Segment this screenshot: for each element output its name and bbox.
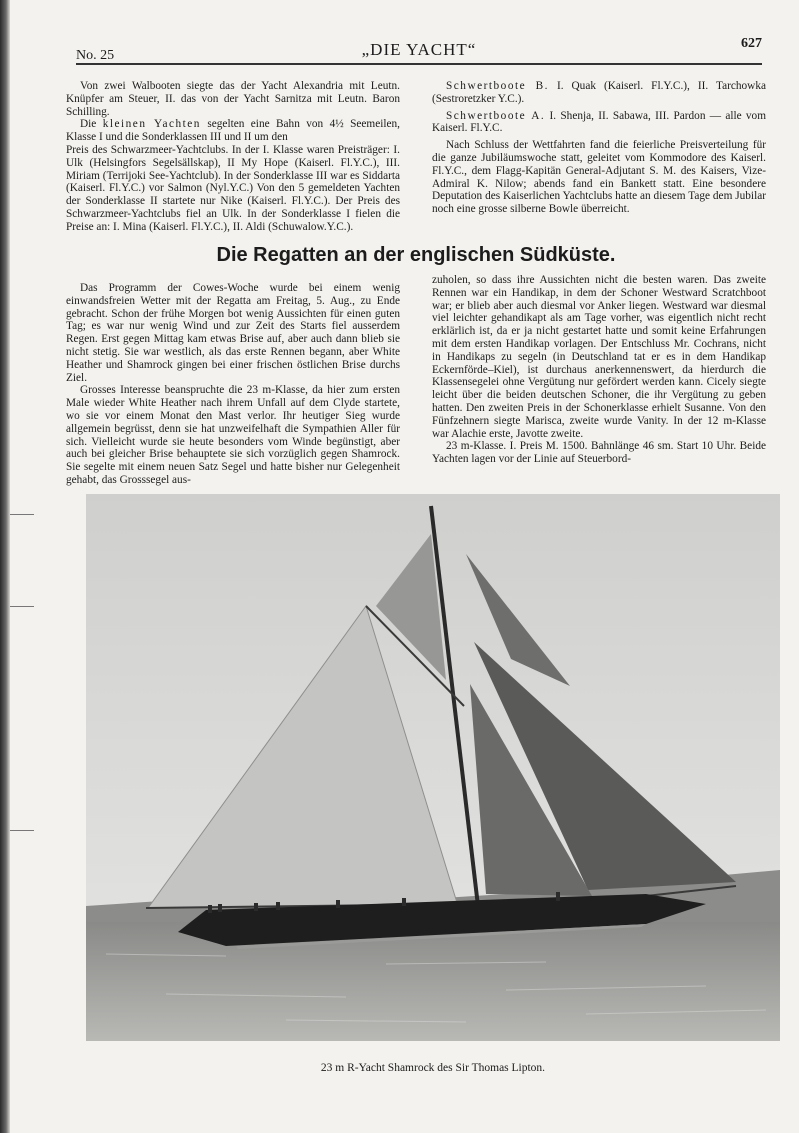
margin-mark <box>10 514 34 515</box>
paragraph: Von zwei Walbooten siegte das der Yacht Alexandria mit Leutn. Knüpfer am Steuer, II. das von der Yacht Sarnitza mit Leutn. Baron Schilling. <box>66 80 400 118</box>
header-rule <box>76 63 762 65</box>
top-right-column <box>432 80 766 216</box>
paragraph: Schwertboote A. I. Shenja, II. Sabawa, III. Pardon — alle vom Kaiserl. Fl.Y.C. <box>432 109 766 135</box>
magazine-title: „DIE YACHT“ <box>361 40 477 59</box>
photo-caption: 23 m R-Yacht Shamrock des Sir Thomas Lipton. <box>320 1062 546 1074</box>
article-title: Die Regatten an der englischen Südküste. <box>216 244 616 266</box>
yacht-photo <box>86 494 780 1041</box>
article-left-column <box>66 282 400 487</box>
paragraph: Die kleinen Yachten segelten eine Bahn von 4½ Seemeilen, Klasse I und die Sonderklassen III und II um den <box>66 118 400 144</box>
margin-mark <box>10 830 34 831</box>
book-spine-shadow <box>0 0 10 1133</box>
page-number: 627 <box>741 36 762 51</box>
page-header <box>76 36 762 63</box>
paragraph: Das Programm der Cowes-Woche wurde bei einem wenig einwandsfreien Wetter mit der Regatta am Freitag, 5. Aug., zu Ende gebracht. Schon der frühe Morgen bot wenig Aussichten für einen guten Tag; es war nur wenig Wind und zur Zeit des Starts fiel ausserdem Regen. Erst gegen Mittag kam etwas Brise auf, aber auch dann blieb sie nicht stetig. Sie war westlich, als das erste Rennen begann, aber White Heather und Shamrock gingen bei einer frischen östlichen Brise durchs Ziel. <box>66 282 400 384</box>
top-left-column <box>66 80 400 234</box>
paragraph: zuholen, so dass ihre Aussichten nicht die besten waren. Das zweite Rennen war ein Handikap, in dem der Schoner Westward Scratchboot war; er blieb aber auch diesmal vor Anker liegen. Westward war diesmal viel leichter gehandikapt als am Tage vorher, was eigentlich nicht recht erklärlich ist, da er ja nicht gestartet hatte und somit keine Erfahrungen mit dem ersten Handikap vorlagen. Der Entschluss Mr. Cochrans, nicht in Handikaps zu segeln (in Deutschland tat er es in dem Handikap Eckernförde–Kiel), ist durchaus anerkennenswert, da hierdurch die Klassensegelei ohne Vergütung nur gefördert werden kann. Cicely siegte leicht über die beiden deutschen Schoner, die ihr Vergütung zu geben hatten. Den zweiten Preis in der Schonerklasse erhielt Susanne. Von den Fünfzehnern siegte Marisca, zweite wurde Vanity. In der 12 m-Klasse war Alachie erste, Javotte zweite. <box>432 274 766 440</box>
sailing-yacht-illustration <box>86 494 780 1041</box>
sea <box>86 922 780 1041</box>
issue-number: No. 25 <box>76 48 115 63</box>
paragraph: Grosses Interesse beanspruchte die 23 m-Klasse, da hier zum ersten Male wieder White Heather nach ihrem Unfall auf dem Clyde startete, wo sie vor einem Monat den Mast verlor. Ihr heutiger Sieg wurde allgemein begrüsst, denn sie hat unzweifelhaft die Sympathien Aller für sich. Vielleicht wurde sie heute besonders vom Winde begünstigt, aber auch bei gleicher Brise behauptete sie sich vorzüglich gegen Shamrock. Sie segelte mit einem neuen Satz Segel und hatte bisher nur Gelegenheit gehabt, das Grosssegel aus- <box>66 384 400 486</box>
article-right-column <box>432 274 766 466</box>
paragraph: 23 m-Klasse. I. Preis M. 1500. Bahnlänge 46 sm. Start 10 Uhr. Beide Yachten lagen vor der Linie auf Steuerbord- <box>432 440 766 466</box>
paragraph: Nach Schluss der Wettfahrten fand die feierliche Preisverteilung für die ganze Jubiläumswoche statt, geleitet vom Kommodore des Kaiserl. Fl.Y.C., dem Flagg-Kapitän General-Adjutant S. M. des Kaisers, Vize-Admiral K. Nilow; abends fand ein Bankett statt. Eine besondere Deputation des Kaiserlichen Yachtclubs hatte an diesem Tage dem Jubilar noch eine grosse silberne Bowle überreicht. <box>432 139 766 216</box>
margin-mark <box>10 606 34 607</box>
paragraph: Schwertboote B. I. Quak (Kaiserl. Fl.Y.C.), II. Tarchowka (Sestroretzker Y.C.). <box>432 80 766 105</box>
paragraph: Preis des Schwarzmeer-Yachtclubs. In der I. Klasse waren Preisträger: I. Ulk (Helsingfors Segelsällskap), II My Hope (Kaiserl. Fl.Y.C.), III. Miriam (Terrijoki See-Yachtclub). In der Sonderklasse III war es Siddarta (Kaiserl. Fl.Y.C.) vor Salmon (Nyl.Y.C.) Von den 5 gemeldeten Yachten der Sonderklasse II startete nur Nike (Kaiserl. Fl.Y.C.). Der Preis des Schwarzmeer-Yachtclubs fiel an Ulk. In der Sonderklasse I fielen die Preise an: I. Mina (Kaiserl. Fl.Y.C.), II. Aldi (Schuwalow.Y.C.). <box>66 143 400 233</box>
